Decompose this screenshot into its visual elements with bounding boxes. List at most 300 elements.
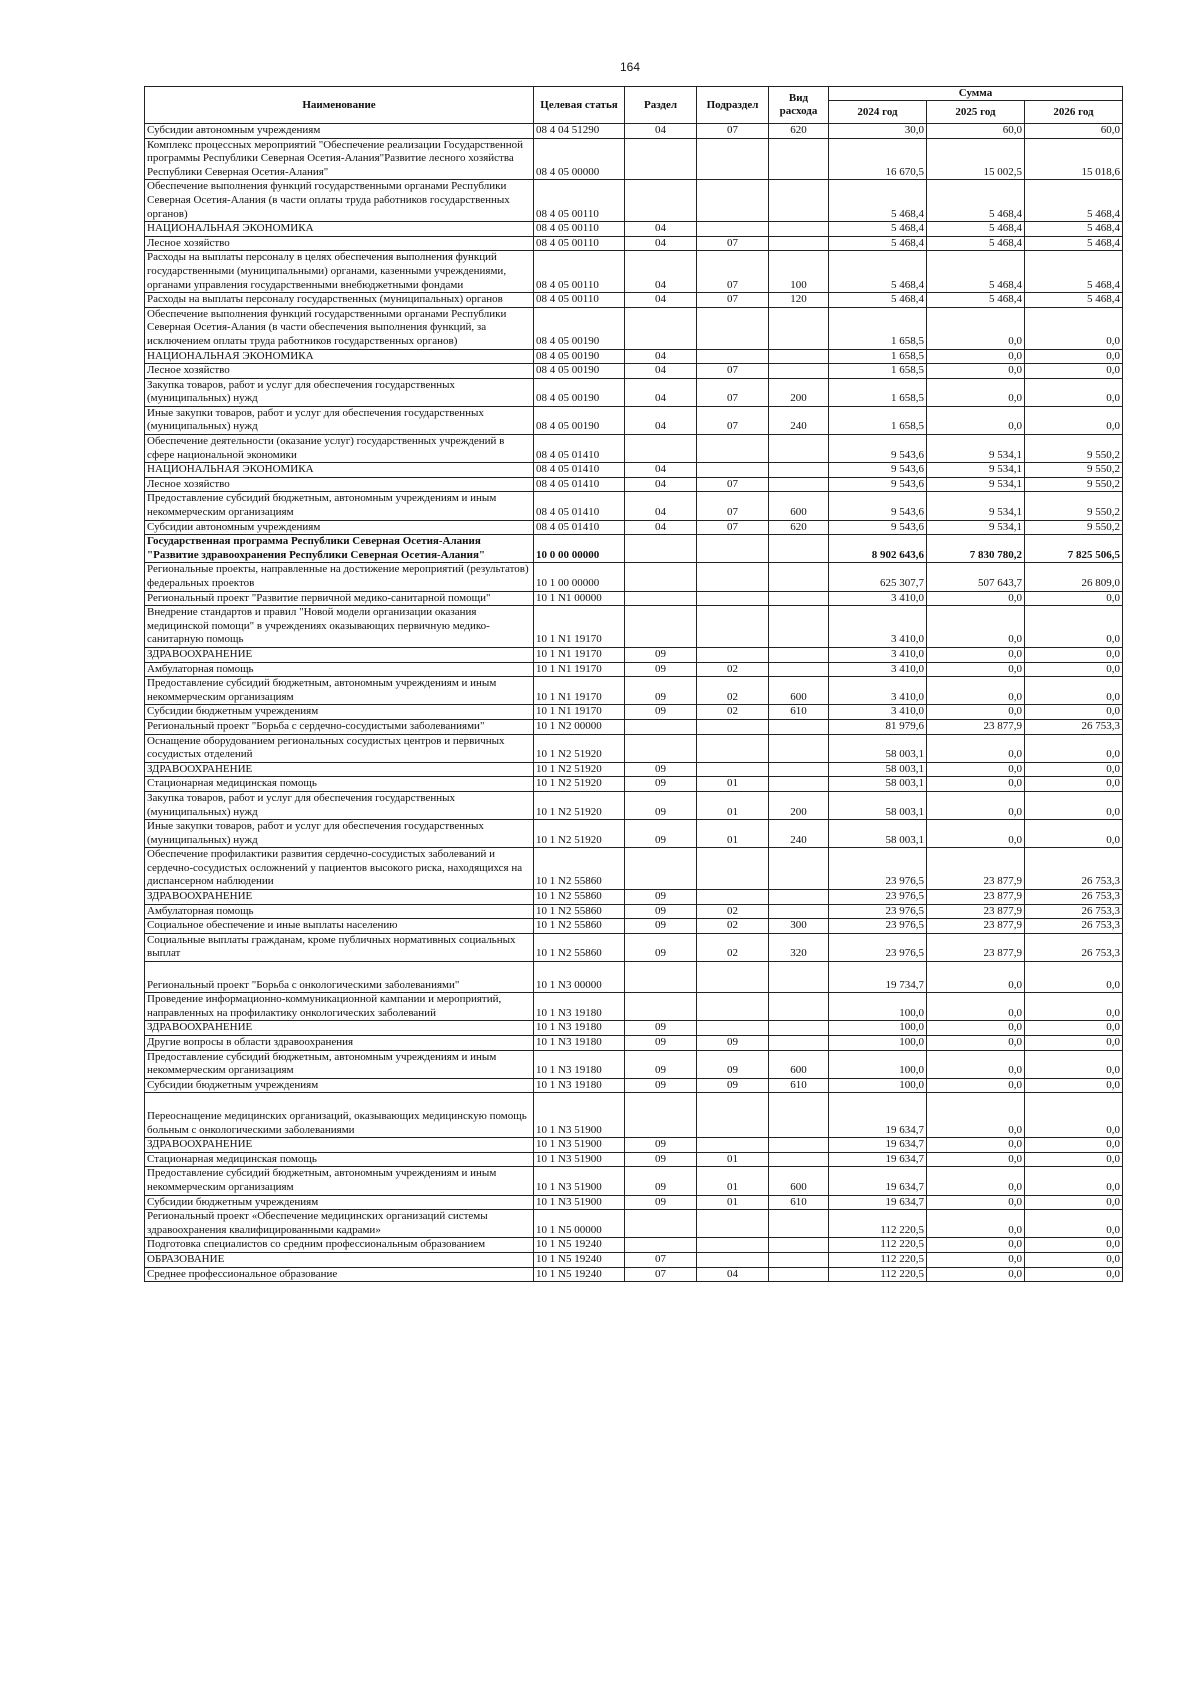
row-name: Лесное хозяйство: [145, 236, 534, 251]
table-row: [145, 1152, 1123, 1167]
row-subsection: [697, 734, 769, 762]
row-target-code: 10 0 00 00000: [534, 535, 625, 563]
table-row: [145, 124, 1123, 139]
row-expense-kind: [769, 993, 829, 1021]
row-sum-2026: 7 825 506,5: [1025, 535, 1123, 563]
row-sum-2024: 23 976,5: [829, 904, 927, 919]
row-sum-2025: 0,0: [927, 734, 1025, 762]
row-section: [625, 719, 697, 734]
row-section: 09: [625, 762, 697, 777]
table-row: [145, 138, 1123, 180]
row-sum-2024: 5 468,4: [829, 236, 927, 251]
row-sum-2026: 0,0: [1025, 349, 1123, 364]
row-expense-kind: [769, 606, 829, 648]
row-section: [625, 1093, 697, 1138]
row-target-code: 08 4 05 00190: [534, 364, 625, 379]
row-section: 04: [625, 124, 697, 139]
row-name: Лесное хозяйство: [145, 364, 534, 379]
table-row: [145, 563, 1123, 591]
row-name: Среднее профессиональное образование: [145, 1267, 534, 1282]
row-subsection: [697, 463, 769, 478]
row-expense-kind: [769, 1138, 829, 1153]
row-section: 07: [625, 1252, 697, 1267]
row-target-code: 10 1 N5 19240: [534, 1267, 625, 1282]
row-expense-kind: 240: [769, 820, 829, 848]
row-section: [625, 435, 697, 463]
row-section: [625, 1238, 697, 1253]
row-name: Обеспечение деятельности (оказание услуг) государственных учреждений в сфере национальной экономики: [145, 435, 534, 463]
row-section: 04: [625, 349, 697, 364]
row-target-code: 08 4 05 01410: [534, 492, 625, 520]
header-target: Целевая статья: [534, 87, 625, 124]
row-sum-2025: 9 534,1: [927, 435, 1025, 463]
row-sum-2026: 0,0: [1025, 734, 1123, 762]
row-name: ОБРАЗОВАНИЕ: [145, 1252, 534, 1267]
row-expense-kind: 300: [769, 919, 829, 934]
row-sum-2026: 9 550,2: [1025, 463, 1123, 478]
row-target-code: 10 1 N1 19170: [534, 677, 625, 705]
row-expense-kind: [769, 307, 829, 349]
row-sum-2024: 58 003,1: [829, 820, 927, 848]
row-expense-kind: 240: [769, 406, 829, 434]
row-name: Другие вопросы в области здравоохранения: [145, 1036, 534, 1051]
row-expense-kind: [769, 1036, 829, 1051]
row-subsection: 01: [697, 1195, 769, 1210]
row-name: Региональные проекты, направленные на достижение мероприятий (результатов) федеральных проектов: [145, 563, 534, 591]
row-expense-kind: [769, 1210, 829, 1238]
row-sum-2024: 23 976,5: [829, 933, 927, 961]
table-row: [145, 1036, 1123, 1051]
row-name: Субсидии бюджетным учреждениям: [145, 705, 534, 720]
row-sum-2024: 30,0: [829, 124, 927, 139]
header-year-2026: 2026 год: [1025, 101, 1123, 124]
row-name: Амбулаторная помощь: [145, 662, 534, 677]
row-sum-2024: 9 543,6: [829, 463, 927, 478]
row-sum-2025: 5 468,4: [927, 251, 1025, 293]
row-section: [625, 138, 697, 180]
table-row: [145, 1195, 1123, 1210]
row-sum-2025: 507 643,7: [927, 563, 1025, 591]
row-sum-2026: 0,0: [1025, 1152, 1123, 1167]
row-sum-2024: 5 468,4: [829, 251, 927, 293]
row-sum-2025: 0,0: [927, 647, 1025, 662]
row-sum-2025: 0,0: [927, 406, 1025, 434]
row-section: 09: [625, 1021, 697, 1036]
row-subsection: [697, 180, 769, 222]
row-expense-kind: [769, 647, 829, 662]
row-target-code: 10 1 N5 19240: [534, 1252, 625, 1267]
row-subsection: 01: [697, 820, 769, 848]
row-expense-kind: 610: [769, 705, 829, 720]
row-section: 09: [625, 904, 697, 919]
row-sum-2026: 0,0: [1025, 791, 1123, 819]
row-sum-2024: 58 003,1: [829, 777, 927, 792]
row-sum-2026: 5 468,4: [1025, 236, 1123, 251]
row-sum-2024: 112 220,5: [829, 1210, 927, 1238]
row-sum-2025: 0,0: [927, 591, 1025, 606]
row-subsection: [697, 591, 769, 606]
row-sum-2026: 0,0: [1025, 1093, 1123, 1138]
row-sum-2026: 5 468,4: [1025, 251, 1123, 293]
row-section: 04: [625, 477, 697, 492]
budget-table: [144, 86, 1123, 1282]
table-row: [145, 662, 1123, 677]
row-subsection: 02: [697, 919, 769, 934]
row-expense-kind: [769, 535, 829, 563]
table-row: [145, 1167, 1123, 1195]
row-target-code: 10 1 N2 51920: [534, 734, 625, 762]
row-subsection: [697, 848, 769, 890]
row-expense-kind: [769, 1093, 829, 1138]
row-section: 09: [625, 1036, 697, 1051]
row-sum-2026: 0,0: [1025, 364, 1123, 379]
row-target-code: 10 1 N2 55860: [534, 848, 625, 890]
table-row: [145, 933, 1123, 961]
row-subsection: 07: [697, 236, 769, 251]
row-sum-2026: 26 753,3: [1025, 919, 1123, 934]
row-sum-2026: 0,0: [1025, 1210, 1123, 1238]
row-name: Региональный проект "Борьба с сердечно-сосудистыми заболеваниями": [145, 719, 534, 734]
row-target-code: 08 4 05 00110: [534, 180, 625, 222]
row-sum-2025: 0,0: [927, 777, 1025, 792]
row-section: [625, 848, 697, 890]
table-row: [145, 606, 1123, 648]
row-name: Закупка товаров, работ и услуг для обеспечения государственных (муниципальных) нужд: [145, 791, 534, 819]
row-target-code: 10 1 N5 00000: [534, 1210, 625, 1238]
row-sum-2025: 9 534,1: [927, 520, 1025, 535]
row-expense-kind: [769, 777, 829, 792]
row-section: 09: [625, 677, 697, 705]
row-target-code: 08 4 05 00190: [534, 378, 625, 406]
row-sum-2024: 9 543,6: [829, 435, 927, 463]
row-sum-2025: 0,0: [927, 378, 1025, 406]
row-name: Предоставление субсидий бюджетным, автономным учреждениям и иным некоммерческим организациям: [145, 1167, 534, 1195]
row-name: Расходы на выплаты персоналу государственных (муниципальных) органов: [145, 293, 534, 308]
row-sum-2025: 0,0: [927, 993, 1025, 1021]
row-name: ЗДРАВООХРАНЕНИЕ: [145, 647, 534, 662]
table-row: [145, 1138, 1123, 1153]
row-target-code: 10 1 N3 19180: [534, 1050, 625, 1078]
row-sum-2024: 19 634,7: [829, 1167, 927, 1195]
row-sum-2026: 0,0: [1025, 993, 1123, 1021]
table-row: [145, 904, 1123, 919]
row-sum-2024: 9 543,6: [829, 477, 927, 492]
row-sum-2026: 0,0: [1025, 1195, 1123, 1210]
row-section: 09: [625, 705, 697, 720]
row-target-code: 10 1 N3 19180: [534, 1078, 625, 1093]
row-expense-kind: [769, 890, 829, 905]
table-row: [145, 1267, 1123, 1282]
row-sum-2025: 0,0: [927, 1252, 1025, 1267]
row-target-code: 08 4 05 01410: [534, 435, 625, 463]
row-sum-2025: 23 877,9: [927, 904, 1025, 919]
table-header: [145, 87, 1123, 124]
row-target-code: 10 1 N1 19170: [534, 662, 625, 677]
row-target-code: 08 4 04 51290: [534, 124, 625, 139]
row-subsection: 07: [697, 124, 769, 139]
row-expense-kind: [769, 180, 829, 222]
table-row: [145, 378, 1123, 406]
row-expense-kind: 120: [769, 293, 829, 308]
row-expense-kind: [769, 236, 829, 251]
row-subsection: 01: [697, 777, 769, 792]
row-sum-2025: 0,0: [927, 791, 1025, 819]
row-section: 04: [625, 492, 697, 520]
row-expense-kind: [769, 719, 829, 734]
table-body: [145, 124, 1123, 1282]
table-row: [145, 890, 1123, 905]
row-target-code: 10 1 N2 55860: [534, 904, 625, 919]
row-sum-2024: 5 468,4: [829, 180, 927, 222]
row-name: Предоставление субсидий бюджетным, автономным учреждениям и иным некоммерческим организациям: [145, 677, 534, 705]
row-section: [625, 993, 697, 1021]
row-subsection: 07: [697, 378, 769, 406]
row-sum-2025: 0,0: [927, 1138, 1025, 1153]
row-sum-2025: 5 468,4: [927, 222, 1025, 237]
row-target-code: 08 4 05 00110: [534, 236, 625, 251]
row-expense-kind: [769, 222, 829, 237]
row-sum-2024: 112 220,5: [829, 1238, 927, 1253]
row-expense-kind: [769, 591, 829, 606]
page-number: 164: [619, 60, 641, 74]
row-name: Предоставление субсидий бюджетным, автономным учреждениям и иным некоммерческим организациям: [145, 1050, 534, 1078]
row-sum-2024: 19 634,7: [829, 1152, 927, 1167]
row-target-code: 08 4 05 00110: [534, 251, 625, 293]
row-sum-2026: 0,0: [1025, 591, 1123, 606]
row-section: 09: [625, 1167, 697, 1195]
row-target-code: 08 4 05 00110: [534, 293, 625, 308]
row-name: Региональный проект «Обеспечение медицинских организаций системы здравоохранения квалифицированными кадрами»: [145, 1210, 534, 1238]
table-row: [145, 477, 1123, 492]
row-target-code: 08 4 05 00110: [534, 222, 625, 237]
row-sum-2024: 100,0: [829, 993, 927, 1021]
row-sum-2025: 0,0: [927, 1152, 1025, 1167]
table-row: [145, 591, 1123, 606]
row-expense-kind: 620: [769, 124, 829, 139]
row-sum-2025: 0,0: [927, 1195, 1025, 1210]
row-sum-2026: 0,0: [1025, 662, 1123, 677]
row-section: 04: [625, 378, 697, 406]
row-expense-kind: [769, 349, 829, 364]
row-section: [625, 962, 697, 993]
table-row: [145, 535, 1123, 563]
row-section: 09: [625, 777, 697, 792]
table-row: [145, 1210, 1123, 1238]
table-row: [145, 463, 1123, 478]
row-section: [625, 180, 697, 222]
table-row: [145, 1093, 1123, 1138]
row-sum-2026: 0,0: [1025, 777, 1123, 792]
table-row: [145, 777, 1123, 792]
table-row: [145, 848, 1123, 890]
row-sum-2024: 1 658,5: [829, 364, 927, 379]
row-sum-2026: 26 753,3: [1025, 904, 1123, 919]
row-name: Расходы на выплаты персоналу в целях обеспечения выполнения функций государственными (муниципальными) органами, казенными учреждениями, органами управления государственными внебюджетными фондами: [145, 251, 534, 293]
row-expense-kind: 620: [769, 520, 829, 535]
table-row: [145, 762, 1123, 777]
table-row: [145, 520, 1123, 535]
row-sum-2026: 0,0: [1025, 1238, 1123, 1253]
table-row: [145, 734, 1123, 762]
row-sum-2025: 0,0: [927, 606, 1025, 648]
row-sum-2025: 5 468,4: [927, 180, 1025, 222]
row-target-code: 10 1 N2 55860: [534, 890, 625, 905]
row-name: Стационарная медицинская помощь: [145, 1152, 534, 1167]
table-row: [145, 222, 1123, 237]
row-sum-2025: 0,0: [927, 1078, 1025, 1093]
row-name: ЗДРАВООХРАНЕНИЕ: [145, 1021, 534, 1036]
row-sum-2026: 5 468,4: [1025, 222, 1123, 237]
table-row: [145, 820, 1123, 848]
row-expense-kind: [769, 463, 829, 478]
row-subsection: [697, 1093, 769, 1138]
row-expense-kind: [769, 435, 829, 463]
row-name: Обеспечение выполнения функций государственными органами Республики Северная Осетия-Алания (в части оплаты труда работников государственных органов): [145, 180, 534, 222]
row-target-code: 08 4 05 01410: [534, 463, 625, 478]
row-sum-2025: 0,0: [927, 364, 1025, 379]
row-subsection: [697, 222, 769, 237]
row-target-code: 10 1 N3 51900: [534, 1195, 625, 1210]
row-sum-2024: 5 468,4: [829, 293, 927, 308]
row-sum-2025: 0,0: [927, 662, 1025, 677]
row-target-code: 10 1 N3 51900: [534, 1167, 625, 1195]
row-name: Государственная программа Республики Северная Осетия-Алания "Развитие здравоохранения Республики Северная Осетия-Алания": [145, 535, 534, 563]
row-sum-2026: 0,0: [1025, 307, 1123, 349]
row-sum-2024: 625 307,7: [829, 563, 927, 591]
row-name: Лесное хозяйство: [145, 477, 534, 492]
row-sum-2026: 0,0: [1025, 1021, 1123, 1036]
table-row: [145, 962, 1123, 993]
table-row: [145, 1078, 1123, 1093]
table-row: [145, 1050, 1123, 1078]
table-row: [145, 180, 1123, 222]
row-subsection: [697, 349, 769, 364]
row-sum-2024: 112 220,5: [829, 1252, 927, 1267]
row-subsection: [697, 1021, 769, 1036]
table-row: [145, 492, 1123, 520]
row-expense-kind: [769, 762, 829, 777]
row-sum-2024: 3 410,0: [829, 606, 927, 648]
table-row: [145, 993, 1123, 1021]
row-section: [625, 591, 697, 606]
row-subsection: [697, 993, 769, 1021]
row-expense-kind: [769, 1252, 829, 1267]
row-expense-kind: [769, 563, 829, 591]
row-target-code: 10 1 N2 55860: [534, 919, 625, 934]
row-sum-2026: 0,0: [1025, 762, 1123, 777]
row-sum-2024: 16 670,5: [829, 138, 927, 180]
row-sum-2025: 9 534,1: [927, 492, 1025, 520]
row-target-code: 10 1 N2 00000: [534, 719, 625, 734]
row-expense-kind: 320: [769, 933, 829, 961]
header-section: Раздел: [625, 87, 697, 124]
row-sum-2024: 23 976,5: [829, 890, 927, 905]
row-section: 04: [625, 293, 697, 308]
row-subsection: [697, 1210, 769, 1238]
row-subsection: [697, 535, 769, 563]
row-expense-kind: 600: [769, 1050, 829, 1078]
row-sum-2026: 26 753,3: [1025, 719, 1123, 734]
row-subsection: 07: [697, 477, 769, 492]
table-row: [145, 435, 1123, 463]
row-target-code: 08 4 05 01410: [534, 477, 625, 492]
row-sum-2026: 0,0: [1025, 1050, 1123, 1078]
row-sum-2026: 0,0: [1025, 1078, 1123, 1093]
row-name: Обеспечение профилактики развития сердечно-сосудистых заболеваний и сердечно-сосудистых осложнений у пациентов высокого риска, находящихся на диспансерном наблюдении: [145, 848, 534, 890]
row-sum-2025: 0,0: [927, 1167, 1025, 1195]
row-sum-2025: 23 877,9: [927, 890, 1025, 905]
row-section: [625, 1210, 697, 1238]
row-subsection: 02: [697, 705, 769, 720]
row-sum-2024: 3 410,0: [829, 677, 927, 705]
row-sum-2026: 0,0: [1025, 647, 1123, 662]
row-sum-2024: 100,0: [829, 1050, 927, 1078]
table-row: [145, 1021, 1123, 1036]
row-target-code: 10 1 N2 51920: [534, 777, 625, 792]
row-expense-kind: 100: [769, 251, 829, 293]
table-row: [145, 647, 1123, 662]
table-row: [145, 705, 1123, 720]
row-name: Закупка товаров, работ и услуг для обеспечения государственных (муниципальных) нужд: [145, 378, 534, 406]
row-sum-2025: 0,0: [927, 762, 1025, 777]
row-sum-2025: 0,0: [927, 1210, 1025, 1238]
row-sum-2026: 26 753,3: [1025, 890, 1123, 905]
row-sum-2024: 58 003,1: [829, 791, 927, 819]
row-subsection: 09: [697, 1036, 769, 1051]
row-subsection: 09: [697, 1078, 769, 1093]
table-row: [145, 1238, 1123, 1253]
row-subsection: 07: [697, 364, 769, 379]
row-sum-2025: 0,0: [927, 307, 1025, 349]
row-expense-kind: [769, 1238, 829, 1253]
row-expense-kind: [769, 662, 829, 677]
row-target-code: 08 4 05 01410: [534, 520, 625, 535]
row-subsection: [697, 435, 769, 463]
row-subsection: 07: [697, 520, 769, 535]
row-target-code: 10 1 N3 51900: [534, 1138, 625, 1153]
row-subsection: [697, 1252, 769, 1267]
row-sum-2026: 9 550,2: [1025, 477, 1123, 492]
row-sum-2026: 26 753,3: [1025, 933, 1123, 961]
row-sum-2025: 9 534,1: [927, 463, 1025, 478]
row-sum-2024: 1 658,5: [829, 378, 927, 406]
row-name: ЗДРАВООХРАНЕНИЕ: [145, 1138, 534, 1153]
row-name: НАЦИОНАЛЬНАЯ ЭКОНОМИКА: [145, 222, 534, 237]
table-row: [145, 293, 1123, 308]
row-subsection: [697, 606, 769, 648]
row-section: 04: [625, 236, 697, 251]
row-sum-2024: 1 658,5: [829, 307, 927, 349]
header-year-2024: 2024 год: [829, 101, 927, 124]
row-sum-2024: 112 220,5: [829, 1267, 927, 1282]
row-expense-kind: 610: [769, 1195, 829, 1210]
row-target-code: 10 1 N2 51920: [534, 762, 625, 777]
row-sum-2026: 0,0: [1025, 378, 1123, 406]
row-target-code: 10 1 N3 19180: [534, 993, 625, 1021]
row-section: [625, 307, 697, 349]
table-row: [145, 791, 1123, 819]
row-expense-kind: [769, 734, 829, 762]
row-sum-2024: 9 543,6: [829, 492, 927, 520]
row-sum-2025: 0,0: [927, 349, 1025, 364]
row-expense-kind: 600: [769, 677, 829, 705]
row-expense-kind: [769, 1021, 829, 1036]
row-name: Переоснащение медицинских организаций, оказывающих медицинскую помощь больным с онкологическими заболеваниями: [145, 1093, 534, 1138]
row-section: 09: [625, 919, 697, 934]
row-name: ЗДРАВООХРАНЕНИЕ: [145, 890, 534, 905]
header-year-2025: 2025 год: [927, 101, 1025, 124]
row-section: [625, 535, 697, 563]
